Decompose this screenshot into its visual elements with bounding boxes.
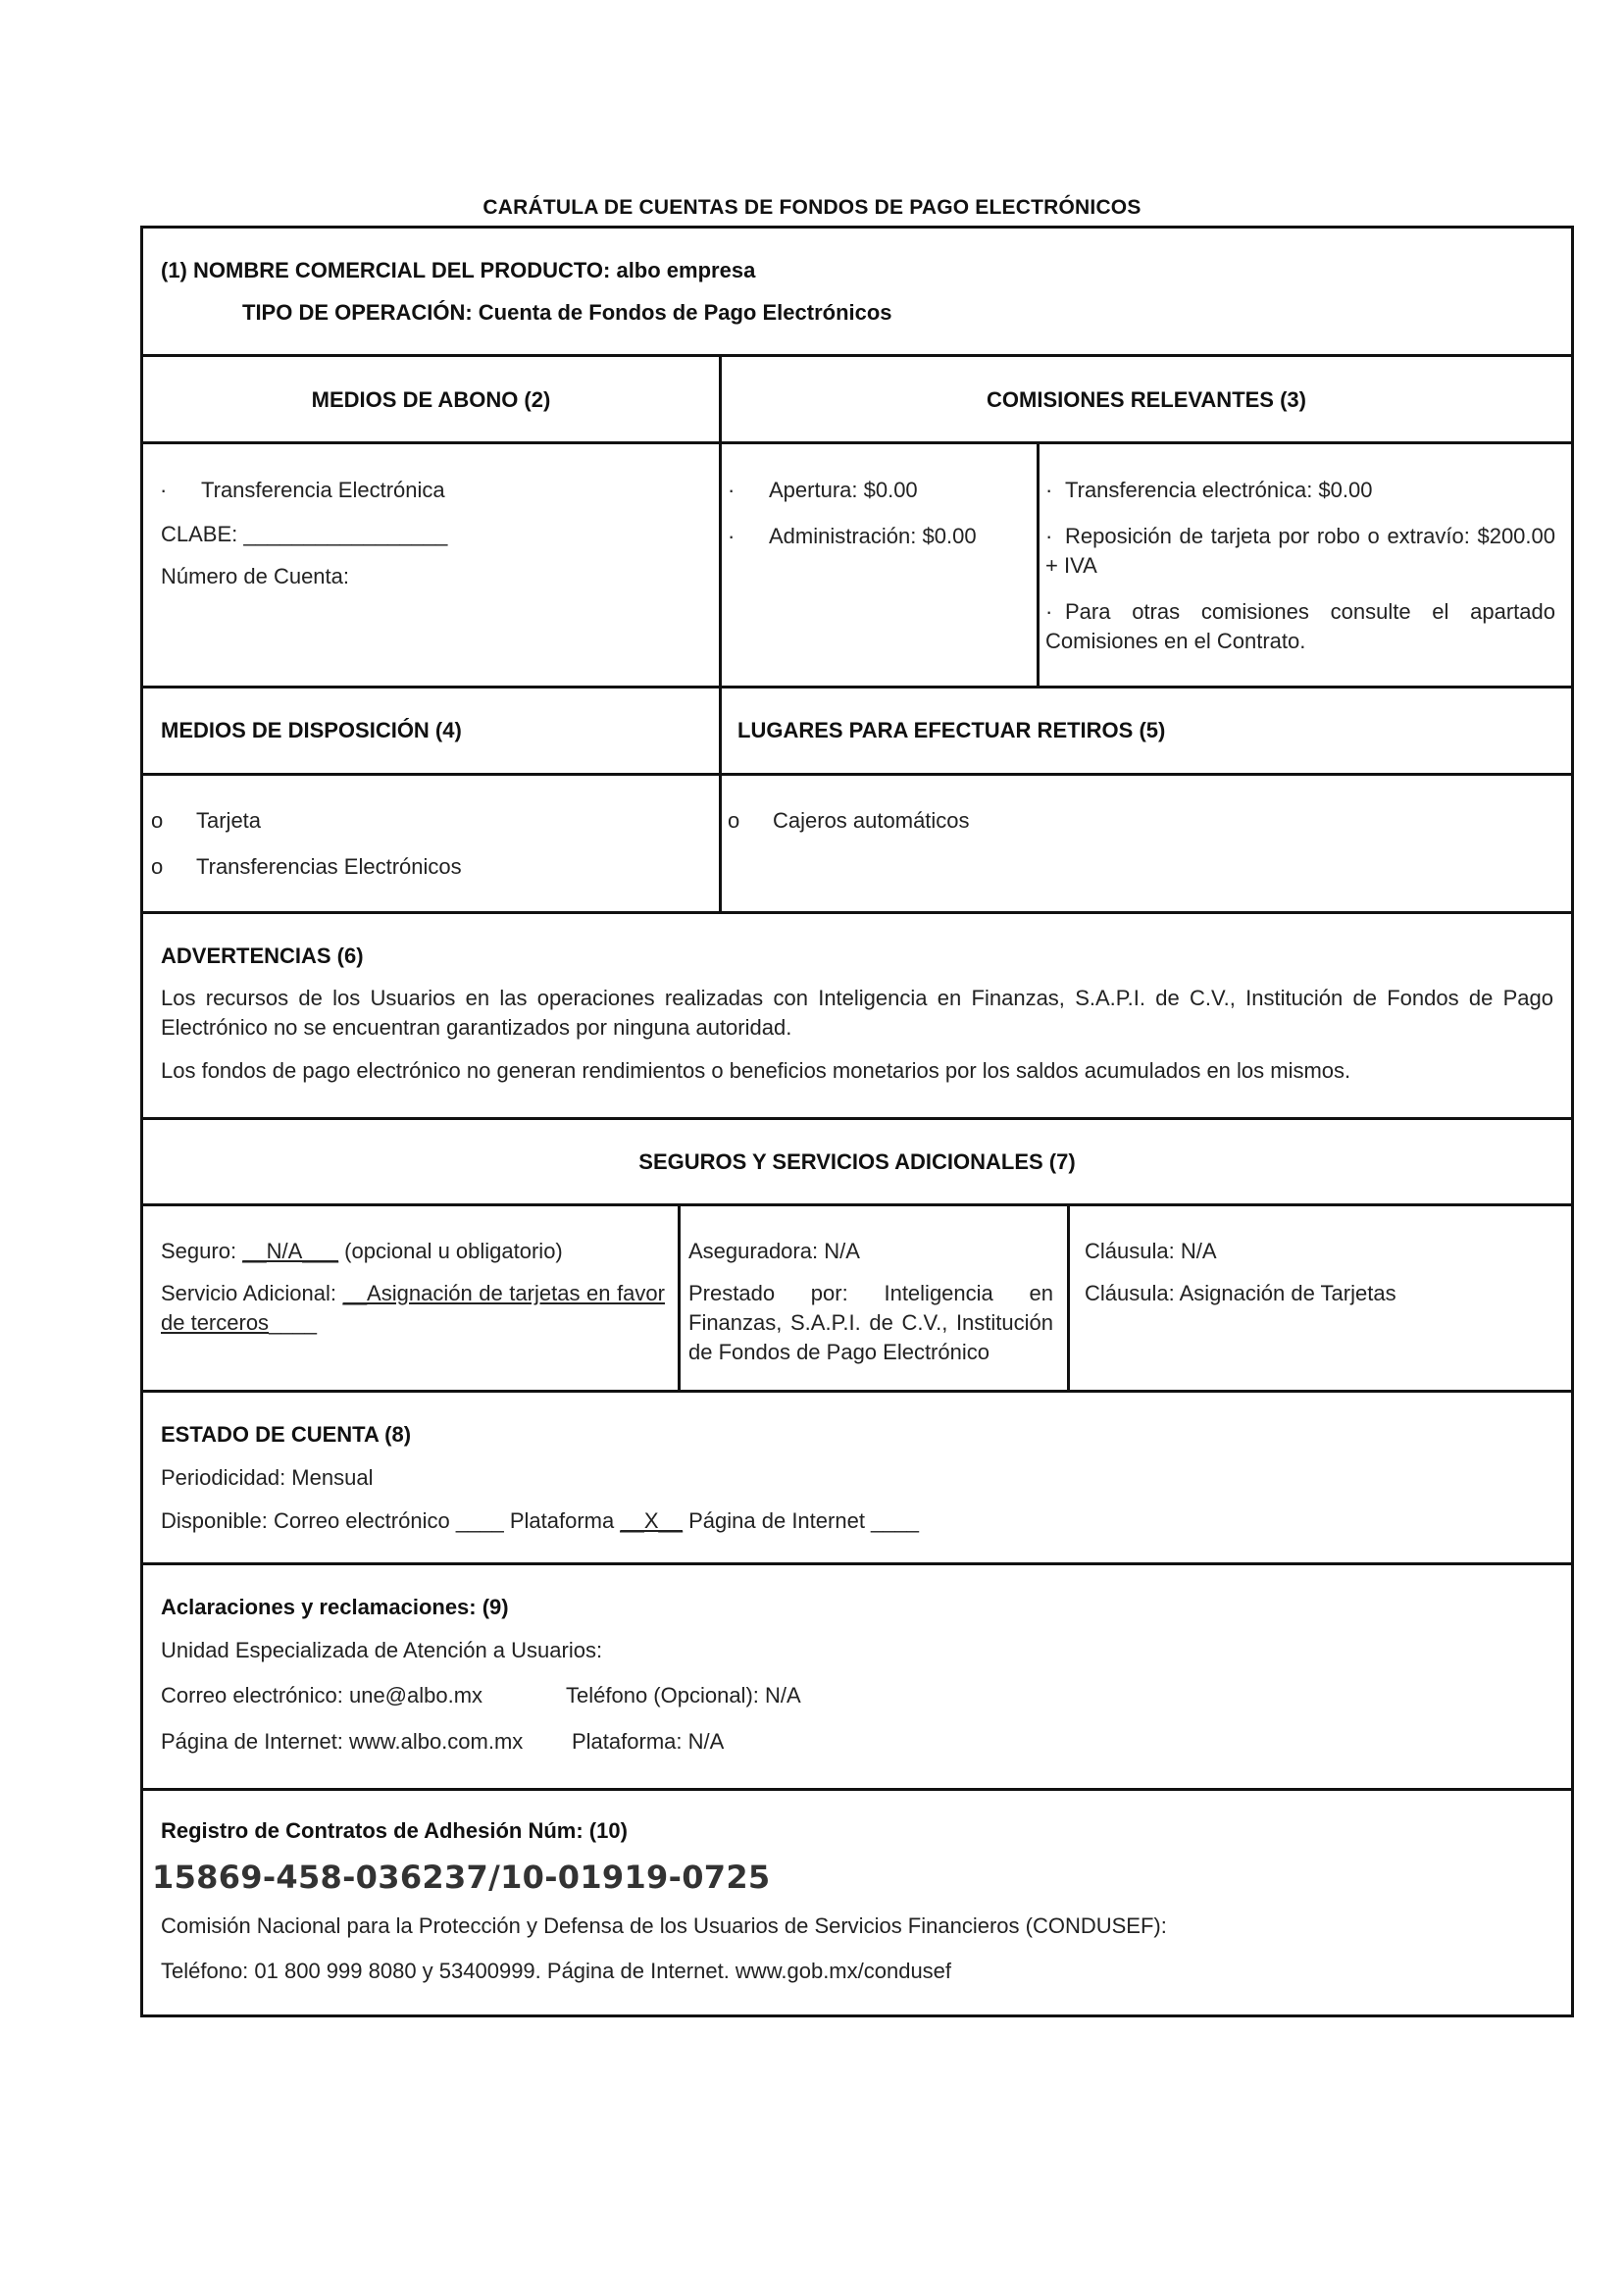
seguros-header: SEGUROS Y SERVICIOS ADICIONALES (7) [638,1149,1076,1174]
disposicion-item [151,852,462,882]
divider [140,1117,1574,1120]
divider [140,686,1574,688]
divider [140,1203,1574,1206]
reposicion-fee [1045,522,1555,581]
apertura-fee [728,476,918,505]
comisiones-header: COMISIONES RELEVANTES (3) [987,387,1306,412]
servicio-adicional [161,1279,665,1338]
condusef-telefono: Teléfono: 01 800 999 8080 y 53400999. Página de Internet. www.gob.mx/condusef [161,1959,952,1983]
retiros-header: LUGARES PARA EFECTUAR RETIROS (5) [737,718,1166,742]
divider [140,354,1574,357]
otras-comisiones [1045,597,1555,656]
administracion-fee [728,522,977,551]
servicio-tail: ____ [269,1310,318,1335]
registro-header: Registro de Contratos de Adhesión Núm: (10) [161,1818,628,1843]
seguro-value: __N/A___ [242,1239,339,1263]
registro-number: 15869-458-036237/10-01919-0725 [152,1859,771,1896]
reposicion-fee-label: Reposición de tarjeta por robo o extravío: $200.00 + IVA [1045,524,1555,578]
seguro-label: Seguro: [161,1239,237,1263]
divider [140,911,1574,914]
unidad-label: Unidad Especializada de Atención a Usuarios: [161,1638,603,1662]
abono-item [160,476,445,505]
seguro-note: (opcional u obligatorio) [344,1239,563,1263]
correo-field: Correo electrónico: une@albo.mx [161,1683,483,1708]
condusef-label: Comisión Nacional para la Protección y Defensa de los Usuarios de Servicios Financieros (CONDUSEF): [161,1913,1167,1938]
bullet: · [1045,599,1053,624]
divider [140,773,1574,776]
advertencias-paragraph: Los recursos de los Usuarios en las operaciones realizadas con Inteligencia en Finanzas, S.A.P.I. de C.V., Institución de Fondos de Pago Electrónico no se encuentran garantizados por ninguna autoridad. [161,986,1553,1040]
bullet: o [151,808,164,833]
periodicidad: Periodicidad: Mensual [161,1465,374,1490]
divider [140,1390,1574,1393]
apertura-fee-label: Apertura: $0.00 [769,478,918,502]
retiros-item [728,806,970,836]
otras-comisiones-label: Para otras comisiones consulte el apartado Comisiones en el Contrato. [1045,599,1555,653]
account-number-field: Número de Cuenta: [161,564,349,588]
advertencias-paragraph: Los fondos de pago electrónico no generan rendimientos o beneficios monetarios por los saldos acumulados en los mismos. [161,1058,1351,1083]
divider [140,1788,1574,1791]
prestado-por: Prestado por: Inteligencia en Finanzas, S.A.P.I. de C.V., Institución de Fondos de Pago Electrónico [688,1281,1053,1364]
divider [1037,441,1040,686]
bullet: · [728,478,736,502]
estado-header: ESTADO DE CUENTA (8) [161,1422,412,1447]
disponible-tail: Página de Internet ____ [688,1508,919,1533]
aclaraciones-header: Aclaraciones y reclamaciones: (9) [161,1595,509,1619]
telefono-field: Teléfono (Opcional): N/A [566,1683,801,1708]
divider [1067,1203,1070,1390]
disposicion-item-label: Transferencias Electrónicos [196,854,462,879]
clabe-field: CLABE: _________________ [161,522,448,546]
abono-item-label: Transferencia Electrónica [201,478,445,502]
servicio-value: __Asignación de tarjetas en favor de terceros [161,1281,665,1335]
divider [678,1203,681,1390]
advertencias-header: ADVERTENCIAS (6) [161,943,364,968]
administracion-fee-label: Administración: $0.00 [769,524,977,548]
disponible [161,1506,919,1536]
bullet: o [728,808,740,833]
transferencia-fee-label: Transferencia electrónica: $0.00 [1065,478,1373,502]
disposicion-header: MEDIOS DE DISPOSICIÓN (4) [161,718,462,742]
product-name: (1) NOMBRE COMERCIAL DEL PRODUCTO: albo empresa [161,258,756,282]
bullet: · [1045,478,1053,502]
aseguradora-field: Aseguradora: N/A [688,1239,860,1263]
operation-type: TIPO DE OPERACIÓN: Cuenta de Fondos de Pago Electrónicos [242,300,892,325]
bullet: · [1045,524,1053,548]
retiros-item-label: Cajeros automáticos [773,808,970,833]
divider [140,1562,1574,1565]
plataforma-field: Plataforma: N/A [572,1729,725,1754]
document-title: CARÁTULA DE CUENTAS DE FONDOS DE PAGO ELECTRÓNICOS [482,196,1142,219]
divider [719,354,722,911]
disposicion-item-label: Tarjeta [196,808,262,833]
seguro-field [161,1237,563,1266]
disposicion-item [151,806,261,836]
transferencia-fee [1045,476,1372,505]
servicio-label: Servicio Adicional: [161,1281,336,1305]
clausula-field: Cláusula: Asignación de Tarjetas [1085,1281,1396,1305]
disponible-mark: __X__ [620,1508,683,1533]
divider [140,441,1574,444]
clausula-field: Cláusula: N/A [1085,1239,1217,1263]
bullet: o [151,854,164,879]
abono-header: MEDIOS DE ABONO (2) [311,387,551,412]
bullet: · [160,478,168,502]
bullet: · [728,524,736,548]
disponible-label: Disponible: Correo electrónico ____ Plataforma [161,1508,615,1533]
pagina-field: Página de Internet: www.albo.com.mx [161,1729,524,1754]
